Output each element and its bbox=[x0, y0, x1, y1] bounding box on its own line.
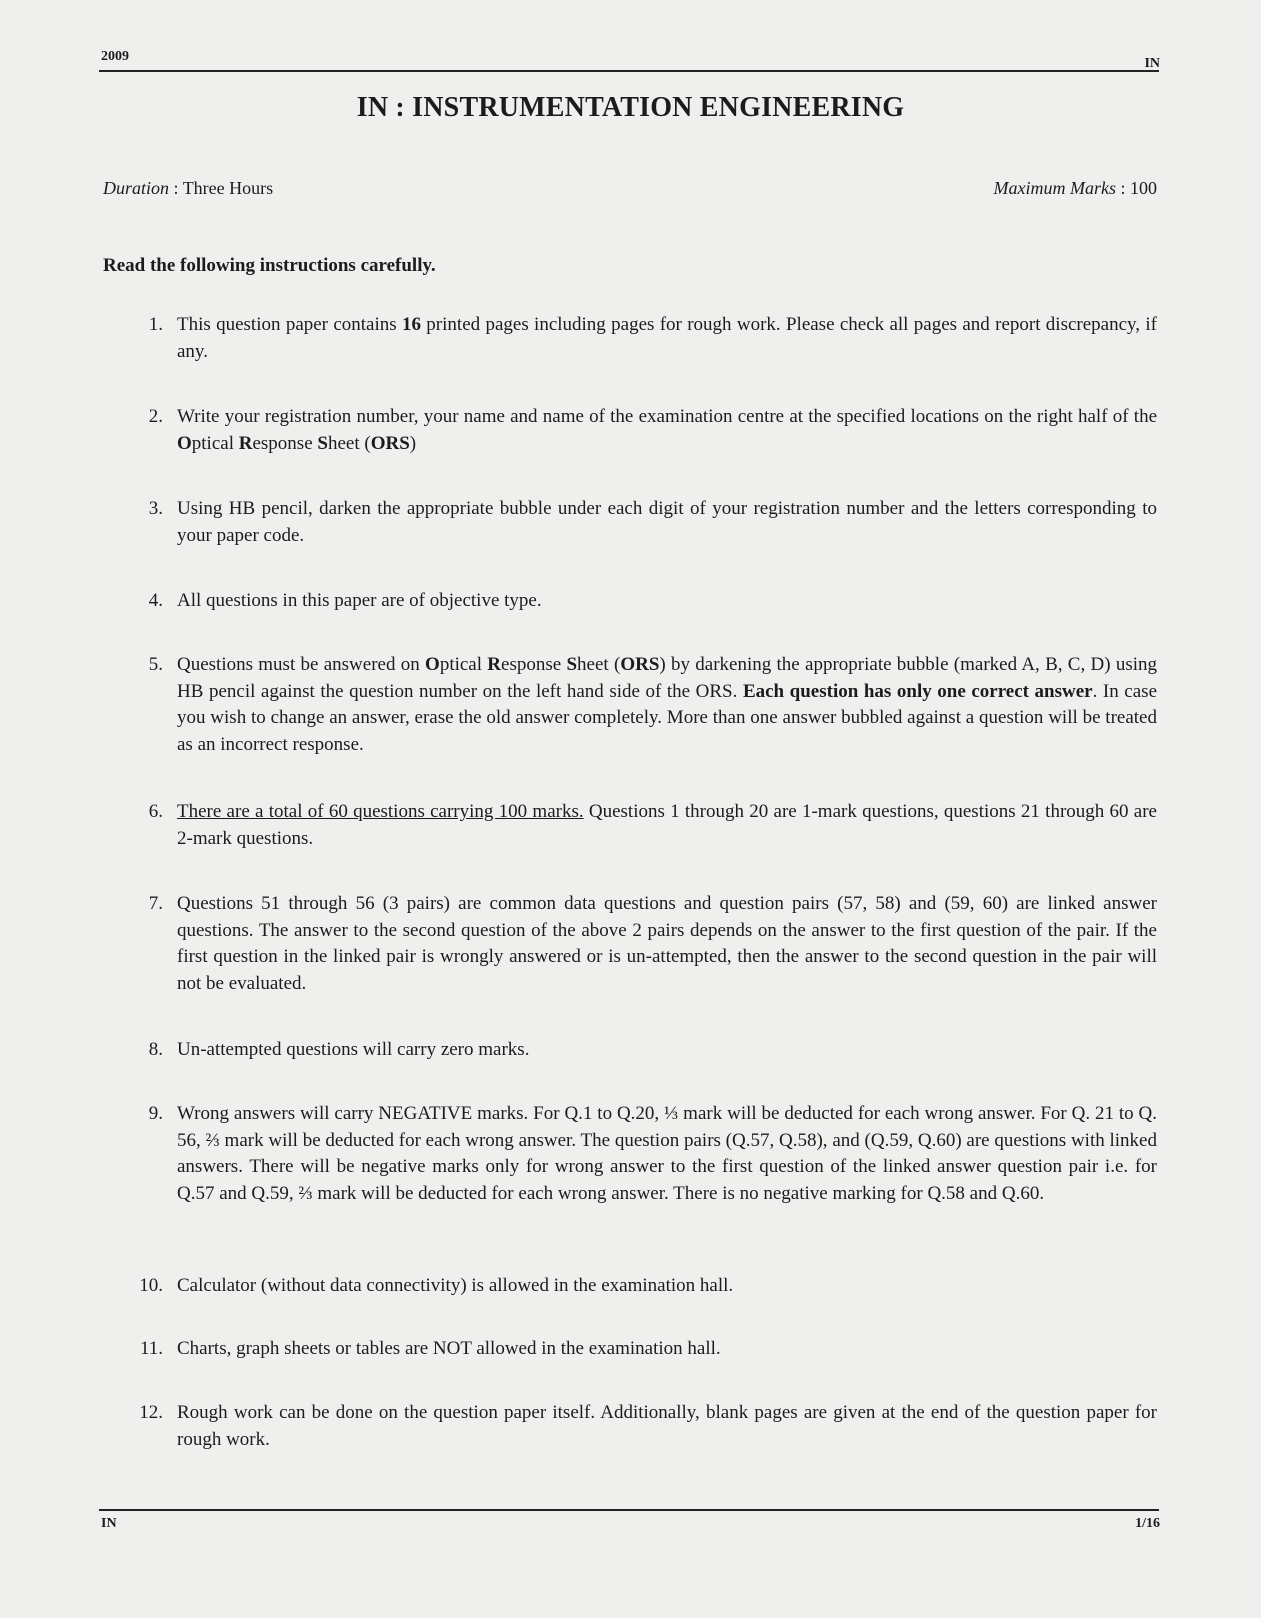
instruction-number: 3. bbox=[148, 498, 163, 519]
instruction-text-part: O bbox=[425, 654, 440, 675]
instruction-item bbox=[135, 312, 1157, 365]
instruction-text-part: ) by darkening the appropriate bubble (marked A, B, C, D) using HB pencil against the question number on the left hand side of the ORS. bbox=[177, 654, 1157, 702]
instruction-text-part: Questions 51 through 56 (3 pairs) are common data questions and question pairs (57, 58) and (59, 60) are linked answer questions. The answer to the second question of the above 2 pairs depends on the answer to the first question of the pair. If the first question in the linked pair is wrongly answered or is un-attempted, then the answer to the second question in the pair will not be evaluated. bbox=[177, 893, 1157, 994]
instruction-item bbox=[135, 799, 1157, 852]
instruction-text-part: esponse bbox=[501, 654, 567, 675]
instruction-item bbox=[135, 1400, 1157, 1453]
instruction-text-part: Each question has only one correct answer bbox=[742, 680, 1093, 702]
instruction-text-part: printed pages including pages for rough work. Please check all pages and report discrepancy, if any. bbox=[177, 314, 1157, 362]
instruction-number: 10. bbox=[139, 1275, 163, 1296]
instruction-text-part: S bbox=[566, 654, 578, 675]
instruction-item bbox=[135, 1336, 1157, 1363]
instruction-text-part: . In case you wish to change an answer, erase the old answer completely. More than one answer bubbled against a question will be treated as an incorrect response. bbox=[177, 680, 1157, 755]
instructions-heading: Read the following instructions carefully. bbox=[103, 255, 436, 276]
instruction-text-part: Un-attempted questions will carry zero marks. bbox=[177, 1039, 530, 1060]
instruction-text bbox=[177, 1400, 1157, 1453]
instruction-text-part: Rough work can be done on the question paper itself. Additionally, blank pages are given at the end of the question paper for rough work. bbox=[177, 1402, 1157, 1450]
instruction-item bbox=[135, 1101, 1157, 1207]
instruction-text bbox=[177, 312, 1157, 365]
instruction-number: 12. bbox=[139, 1402, 163, 1423]
instruction-text-part: heet ( bbox=[577, 654, 621, 675]
header-rule bbox=[99, 70, 1159, 72]
instruction-text-part: There are a total of 60 questions carrying 100 marks. bbox=[177, 801, 584, 822]
instruction-text-part: Wrong answers will carry NEGATIVE marks. For Q.1 to Q.20, ⅓ mark will be deducted for each wrong answer. For Q. 21 to Q. 56, ⅔ mark will be deducted for each wrong answer. The question pairs (Q.57, Q.58), and (Q.59, Q.60) are questions with linked answers. There will be negative marks only for wrong answer to the first question of the linked answer question pair i.e. for Q.57 and Q.59, ⅔ mark will be deducted for each wrong answer. There is no negative marking for Q.58 and Q.60. bbox=[177, 1103, 1157, 1204]
instruction-text bbox=[177, 652, 1157, 758]
instruction-item bbox=[135, 588, 1157, 615]
instruction-number: 1. bbox=[148, 314, 163, 335]
instruction-text-part: ptical bbox=[439, 654, 488, 675]
instruction-text-part: R bbox=[238, 432, 253, 454]
instruction-text-part: ORS bbox=[370, 432, 410, 454]
duration-value: : Three Hours bbox=[173, 178, 274, 198]
instruction-text bbox=[177, 891, 1157, 997]
marks-value: : 100 bbox=[1120, 178, 1157, 198]
instruction-text bbox=[177, 1037, 1157, 1064]
instruction-number: 7. bbox=[148, 893, 163, 914]
instruction-number: 11. bbox=[139, 1338, 163, 1359]
instruction-number: 6. bbox=[148, 801, 163, 822]
footer-rule bbox=[99, 1509, 1159, 1511]
instruction-item bbox=[135, 1037, 1157, 1064]
instruction-text-part: S bbox=[317, 432, 328, 454]
instruction-text-part: ) bbox=[409, 432, 417, 454]
instruction-text-part: R bbox=[487, 654, 502, 675]
header-paper-code: IN bbox=[1144, 56, 1160, 71]
marks-label: Maximum Marks bbox=[993, 178, 1116, 198]
instruction-text-part: Questions 1 through 20 are 1-mark questions, questions 21 through 60 are 2-mark questions. bbox=[177, 801, 1157, 849]
instruction-text-part: 16 bbox=[401, 314, 421, 335]
instruction-item bbox=[135, 652, 1157, 758]
instruction-text-part: heet ( bbox=[327, 432, 371, 454]
duration bbox=[103, 178, 273, 199]
instruction-number: 9. bbox=[148, 1103, 163, 1124]
instruction-text-part: Questions must be answered on bbox=[177, 654, 426, 675]
header-year: 2009 bbox=[101, 49, 129, 64]
instruction-text bbox=[177, 404, 1157, 457]
instruction-number: 4. bbox=[148, 590, 163, 611]
instruction-text bbox=[177, 799, 1157, 852]
instruction-text-part: O bbox=[177, 432, 192, 454]
instruction-number: 8. bbox=[148, 1039, 163, 1060]
duration-label: Duration bbox=[103, 178, 170, 198]
instruction-text-part: Write your registration number, your name and name of the examination centre at the specified locations on the right half of the bbox=[177, 406, 1157, 427]
instruction-number: 2. bbox=[148, 406, 163, 427]
instruction-text-part: ORS bbox=[620, 654, 660, 675]
instruction-text bbox=[177, 588, 1157, 615]
footer-paper-code: IN bbox=[101, 1516, 117, 1531]
instruction-number: 5. bbox=[148, 654, 163, 675]
instruction-item bbox=[135, 404, 1157, 457]
instruction-text bbox=[177, 1101, 1157, 1207]
instruction-item bbox=[135, 891, 1157, 997]
instruction-text-part: esponse bbox=[252, 432, 318, 454]
page-number: 1/16 bbox=[1135, 1516, 1160, 1531]
instruction-text-part: All questions in this paper are of objective type. bbox=[177, 590, 542, 611]
maximum-marks bbox=[994, 178, 1158, 199]
instruction-text-part: Using HB pencil, darken the appropriate bubble under each digit of your registration number and the letters corresponding to your paper code. bbox=[177, 498, 1157, 546]
page-title: IN : INSTRUMENTATION ENGINEERING bbox=[356, 92, 905, 123]
instruction-text-part: ptical bbox=[191, 432, 239, 454]
instruction-item bbox=[135, 496, 1157, 549]
instruction-text-part: Charts, graph sheets or tables are NOT allowed in the examination hall. bbox=[177, 1338, 721, 1359]
instruction-text bbox=[177, 1336, 1157, 1363]
instruction-item bbox=[135, 1273, 1157, 1300]
instruction-text bbox=[177, 496, 1157, 549]
instruction-text bbox=[177, 1273, 1157, 1300]
instruction-text-part: Calculator (without data connectivity) is allowed in the examination hall. bbox=[177, 1275, 734, 1296]
instruction-text-part: This question paper contains bbox=[177, 314, 402, 335]
